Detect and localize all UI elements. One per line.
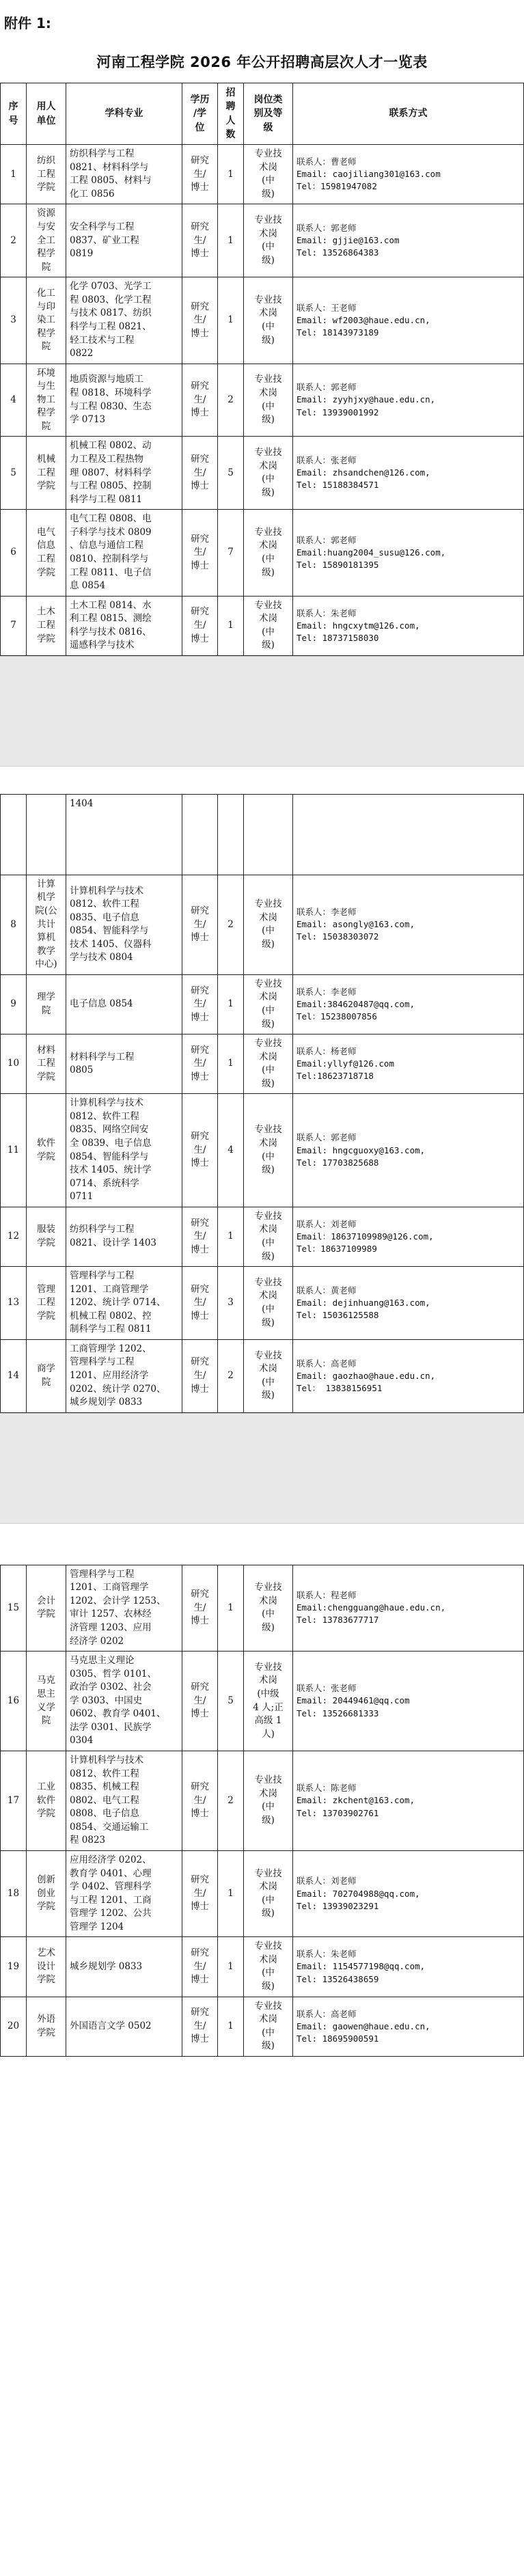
contact-person: 联系人：朱老师 (297, 607, 357, 618)
contact-person: 联系人：高老师 (297, 1358, 357, 1369)
major-fields: 管理科学与工程 1201、工商管理学 1202、会计学 1253、 审计 1257、农林经 济管理 1203、应用 经济学 0202 (66, 1565, 182, 1651)
contact-person: 联系人：曹老师 (297, 156, 357, 167)
position-level: 专业技 术岗 (中 级) (244, 1267, 293, 1340)
contact-phone: Tel: 13939001992 (297, 407, 379, 417)
degree-requirement: 研究 生/ 博士 (182, 1565, 218, 1651)
table-row (1, 1094, 524, 1207)
major-fields: 应用经济学 0202、 教育学 0401、心理 学 0402、管理科学 与工程 1201、工商 管理学 1202、公共 管理学 1204 (66, 1850, 182, 1936)
position-level: 专业技 术岗 (中 级) (244, 364, 293, 437)
contact-phone: Tel: 17703825688 (297, 1157, 379, 1168)
hiring-count: 1 (218, 204, 244, 277)
row-number: 4 (1, 364, 27, 437)
table-row (1, 596, 524, 655)
positions-table-page-2 (0, 794, 524, 1413)
hiring-count: 2 (218, 875, 244, 974)
contact-person: 联系人：张老师 (297, 1683, 357, 1694)
hiring-count: 1 (218, 1207, 244, 1266)
hiring-count: 2 (218, 1751, 244, 1851)
position-level: 专业技 术岗 (中 级) (244, 1997, 293, 2056)
major-fields: 外国语言文学 0502 (66, 1997, 182, 2056)
contact-email: Email: gjjie@163.com (297, 235, 400, 246)
hiring-count: 7 (218, 510, 244, 596)
row-number: 8 (1, 875, 27, 974)
hiring-count: 3 (218, 1267, 244, 1340)
position-level: 专业技 术岗 (中 级) (244, 1937, 293, 1997)
employer-unit: 马克 思主 义学 院 (27, 1652, 66, 1751)
contact-person: 联系人：陈老师 (297, 1783, 357, 1794)
table-row (1, 364, 524, 437)
contact-person: 联系人：郭老师 (297, 534, 357, 545)
employer-unit: 商学 院 (27, 1339, 66, 1412)
document-title: 河南工程学院 2026 年公开招聘高层次人才一览表 (96, 54, 428, 70)
page-gap (0, 1413, 524, 1524)
contact-phone: Tel：15981947082 (297, 181, 377, 192)
contact-person: 联系人：张老师 (297, 455, 357, 466)
employer-unit: 外语 学院 (27, 1997, 66, 2056)
major-fields: 安全科学与工程 0837、矿业工程 0819 (66, 204, 182, 277)
table-row (1, 974, 524, 1034)
contact-phone: Tel: 15038303072 (297, 931, 379, 942)
table-row (1, 1267, 524, 1340)
contact-email: Email: hngcguoxy@163.com, (297, 1145, 426, 1155)
employer-unit: 计算 机学 院(公 共计 算机 教学 中心) (27, 875, 66, 974)
major-fields: 电气工程 0808、电 子科学与技术 0809 、信息与通信工程 0810、控制科学与 工程 0811、电子信 息 0854 (66, 510, 182, 596)
hiring-count: 1 (218, 145, 244, 204)
contact-phone: Tel: 15188384571 (297, 480, 379, 491)
contact-info (293, 1034, 524, 1094)
position-level: 专业技 术岗 (中 级) (244, 1339, 293, 1412)
major-fields: 纺织科学与工程 0821、设计学 1403 (66, 1207, 182, 1266)
employer-unit: 纺织 工程 学院 (27, 145, 66, 204)
degree-requirement: 研究 生/ 博士 (182, 437, 218, 510)
employer-unit: 电气 信息 工程 学院 (27, 510, 66, 596)
contact-info (293, 596, 524, 655)
contact-email: Email:384620487@qq.com, (297, 998, 415, 1009)
contact-person: 联系人：刘老师 (297, 1876, 357, 1887)
contact-info (293, 1207, 524, 1266)
row-number: 1 (1, 145, 27, 204)
employer-unit: 工业 软件 学院 (27, 1751, 66, 1851)
contact-info (293, 875, 524, 974)
table-header-row (1, 83, 524, 145)
degree-requirement: 研究 生/ 博士 (182, 1267, 218, 1340)
row-number: 15 (1, 1565, 27, 1651)
employer-unit: 环境 与生 物工 程学 院 (27, 364, 66, 437)
employer-unit: 会计 学院 (27, 1565, 66, 1651)
row-number: 19 (1, 1937, 27, 1997)
hiring-count: 2 (218, 364, 244, 437)
contact-phone: Tel: 15890181395 (297, 560, 379, 570)
table-row (1, 1997, 524, 2056)
hiring-count: 1 (218, 596, 244, 655)
contact-phone: Tel: 18143973189 (297, 327, 379, 338)
contact-email: Email: gaozhao@haue.edu.cn, (297, 1370, 436, 1381)
contact-phone: Tel: 13939023291 (297, 1900, 379, 1911)
employer-unit: 管理 工程 学院 (27, 1267, 66, 1340)
hiring-count: 5 (218, 1652, 244, 1751)
contact-email: Email: dejinhuang@163.com, (297, 1297, 430, 1308)
degree-requirement: 研究 生/ 博士 (182, 1850, 218, 1936)
contact-person: 联系人：朱老师 (297, 1949, 357, 1960)
position-level: 专业技 术岗 (中级 4 人;正 高级 1 人) (244, 1652, 293, 1751)
degree-requirement: 研究 生/ 博士 (182, 277, 218, 364)
table-row (1, 437, 524, 510)
page-gap (0, 656, 524, 767)
contact-person: 联系人：黄老师 (297, 1285, 357, 1296)
major-fields: 计算机科学与技术 0812、软件工程 0835、电子信息 0854、智能科学与 技术 1405、仪器科 学与技术 0804 (66, 875, 182, 974)
position-level: 专业技 术岗 (中 级) (244, 974, 293, 1034)
contact-email: Email: 20449461@qq.com (297, 1695, 410, 1706)
row-number: 5 (1, 437, 27, 510)
contact-person: 联系人：郭老师 (297, 1132, 357, 1143)
contact-phone: Tel: 18737158030 (297, 632, 379, 643)
major-fields: 材料科学与工程 0805 (66, 1034, 182, 1094)
table-row (1, 1937, 524, 1997)
position-level: 专业技 术岗 (中 级) (244, 1094, 293, 1207)
contact-info (293, 277, 524, 364)
degree-requirement: 研究 生/ 博士 (182, 596, 218, 655)
contact-info (293, 364, 524, 437)
header-no: 序 号 (1, 83, 27, 145)
contact-email: Email: gaowen@haue.edu.cn, (297, 2020, 430, 2031)
contact-info (293, 1652, 524, 1751)
hiring-count: 1 (218, 277, 244, 364)
contact-phone: Tel: 13526864383 (297, 247, 379, 258)
position-level: 专业技 术岗 (中 级) (244, 1565, 293, 1651)
table-row (1, 1565, 524, 1651)
contact-phone: Tel:18623718718 (297, 1071, 374, 1082)
degree-requirement: 研究 生/ 博士 (182, 1751, 218, 1851)
table-row (1, 1850, 524, 1936)
positions-table-page-1 (0, 83, 524, 656)
hiring-count: 4 (218, 1094, 244, 1207)
annex-label: 附件 1: (4, 15, 51, 31)
contact-email: Email: zhsandchen@126.com, (297, 467, 430, 478)
degree-requirement: 研究 生/ 博士 (182, 1339, 218, 1412)
contact-email: Email:chengguang@haue.edu.cn, (297, 1602, 446, 1613)
row-number: 17 (1, 1751, 27, 1851)
contact-email: Email: 702704988@qq.com, (297, 1888, 420, 1899)
header-level: 岗位类 别及等 级 (244, 83, 293, 145)
table-row (1, 1207, 524, 1266)
contact-person: 联系人：杨老师 (297, 1046, 357, 1056)
degree-requirement: 研究 生/ 博士 (182, 364, 218, 437)
row-number: 9 (1, 974, 27, 1034)
row-number: 16 (1, 1652, 27, 1751)
major-fields: 地质资源与地质工 程 0818、环境科学 与工程 0830、生态 学 0713 (66, 364, 182, 437)
major-fields: 化学 0703、光学工 程 0803、化学工程 与技术 0817、纺织 科学与工程 0821、 轻工技术与工程 0822 (66, 277, 182, 364)
positions-table-page-3 (0, 1565, 524, 2057)
contact-person: 联系人：郭老师 (297, 223, 357, 234)
major-fields: 城乡规划学 0833 (66, 1937, 182, 1997)
contact-info (293, 204, 524, 277)
degree-requirement: 研究 生/ 博士 (182, 145, 218, 204)
position-level: 专业技 术岗 (中 级) (244, 1207, 293, 1266)
contact-email: Email: asongly@163.com, (297, 919, 415, 930)
employer-unit: 资源 与安 全工 程学 院 (27, 204, 66, 277)
position-level: 专业技 术岗 (中 级) (244, 1751, 293, 1851)
degree-requirement: 研究 生/ 博士 (182, 1207, 218, 1266)
table-row (1, 145, 524, 204)
position-level: 专业技 术岗 (中 级) (244, 1850, 293, 1936)
header-unit: 用人 单位 (27, 83, 66, 145)
major-fields: 土木工程 0814、水 利工程 0815、测绘 科学与技术 0816、 遥感科学与技术 (66, 596, 182, 655)
row-number: 6 (1, 510, 27, 596)
header-degree: 学历 /学 位 (182, 83, 218, 145)
contact-email: Email: 1154577198@qq.com, (297, 1961, 426, 1972)
hiring-count: 1 (218, 1997, 244, 2056)
position-level: 专业技 术岗 (中 级) (244, 510, 293, 596)
major-fields: 马克思主义理论 0305、哲学 0101、 政治学 0302、社会 学 0303、中国史 0602、教育学 0401、 法学 0301、民族学 0304 (66, 1652, 182, 1751)
contact-info (293, 1937, 524, 1997)
row-number: 2 (1, 204, 27, 277)
contact-person: 联系人：李老师 (297, 907, 357, 918)
page-3 (0, 1524, 524, 2064)
position-level: 专业技 术岗 (中 级) (244, 1034, 293, 1094)
position-level: 专业技 术岗 (中 级) (244, 145, 293, 204)
contact-phone: Tel: 13783677717 (297, 1615, 379, 1626)
position-level: 专业技 术岗 (中 级) (244, 596, 293, 655)
degree-requirement: 研究 生/ 博士 (182, 1997, 218, 2056)
contact-info (293, 145, 524, 204)
degree-requirement: 研究 生/ 博士 (182, 875, 218, 974)
table-row (1, 1339, 524, 1412)
major-fields: 电子信息 0854 (66, 974, 182, 1034)
major-fields: 计算机科学与技术 0812、软件工程 0835、机械工程 0802、电气工程 0808、电子信息 0854、交通运输工 程 0823 (66, 1751, 182, 1851)
header-count: 招 聘 人 数 (218, 83, 244, 145)
contact-email: Email:yllyf@126.com (297, 1058, 394, 1069)
contact-email: Email:huang2004_susu@126.com, (297, 547, 446, 558)
table-row (1, 875, 524, 974)
hiring-count: 1 (218, 1034, 244, 1094)
hiring-count: 5 (218, 437, 244, 510)
contact-email: Email: wf2003@haue.edu.cn, (297, 314, 430, 325)
contact-phone: Tel: 18695900591 (297, 2033, 379, 2044)
contact-info (293, 1565, 524, 1651)
degree-requirement: 研究 生/ 博士 (182, 1652, 218, 1751)
table-row (1, 277, 524, 364)
major-fields: 纺织科学与工程 0821、材料科学与 工程 0805、材料与 化工 0856 (66, 145, 182, 204)
contact-info (293, 1339, 524, 1412)
contact-email: Email: hngcxytm@126.com, (297, 620, 420, 631)
hiring-count: 2 (218, 1339, 244, 1412)
contact-person: 联系人：李老师 (297, 986, 357, 997)
contact-info (293, 1850, 524, 1936)
contact-phone: Tel: 13703902761 (297, 1807, 379, 1818)
contact-person: 联系人：刘老师 (297, 1218, 357, 1229)
employer-unit: 服装 学院 (27, 1207, 66, 1266)
contact-email: Email: zyyhjxy@haue.edu.cn, (297, 394, 436, 405)
contact-phone: Tel： 13838156951 (297, 1382, 383, 1393)
degree-requirement: 研究 生/ 博士 (182, 974, 218, 1034)
header-contact: 联系方式 (293, 83, 524, 145)
contact-phone: Tel: 15036125588 (297, 1310, 379, 1321)
employer-unit: 土木 工程 学院 (27, 596, 66, 655)
employer-unit: 艺术 设计 学院 (27, 1937, 66, 1997)
header-major: 学科专业 (66, 83, 182, 145)
table-row (1, 204, 524, 277)
contact-phone: Tel：15238007856 (297, 1011, 377, 1022)
hiring-count: 1 (218, 1565, 244, 1651)
major-fields: 机械工程 0802、动 力工程及工程热物 理 0807、材料科学 与工程 0805、控制 科学与工程 0811 (66, 437, 182, 510)
hiring-count: 1 (218, 1937, 244, 1997)
major-fields: 计算机科学与技术 0812、软件工程 0835、网络空间安 全 0839、电子信息 0854、智能科学与 技术 1405、统计学 0714、系统科学 0711 (66, 1094, 182, 1207)
contact-person: 联系人：王老师 (297, 302, 357, 313)
row-number: 3 (1, 277, 27, 364)
contact-phone: Tel：18637109989 (297, 1244, 377, 1254)
contact-email: Email: zkchent@163.com, (297, 1795, 415, 1806)
employer-unit: 理学 院 (27, 974, 66, 1034)
contact-person: 联系人：高老师 (297, 2008, 357, 2019)
employer-unit: 机械 工程 学院 (27, 437, 66, 510)
employer-unit: 化工 与印 染工 程学 院 (27, 277, 66, 364)
contact-person: 联系人：郭老师 (297, 382, 357, 393)
row-number: 18 (1, 1850, 27, 1936)
row-number: 11 (1, 1094, 27, 1207)
continuation-row (1, 794, 524, 875)
row-number: 7 (1, 596, 27, 655)
major-fields: 管理科学与工程 1201、工商管理学 1202、统计学 0714、 机械工程 0802、控 制科学与工程 0811 (66, 1267, 182, 1340)
table-row (1, 510, 524, 596)
row-number: 12 (1, 1207, 27, 1266)
hiring-count: 1 (218, 974, 244, 1034)
contact-info (293, 1997, 524, 2056)
row-number: 20 (1, 1997, 27, 2056)
degree-requirement: 研究 生/ 博士 (182, 510, 218, 596)
position-level: 专业技 术岗 (中 级) (244, 277, 293, 364)
row-number: 10 (1, 1034, 27, 1094)
hiring-count: 1 (218, 1850, 244, 1936)
contact-info (293, 510, 524, 596)
page-2 (0, 767, 524, 1413)
degree-requirement: 研究 生/ 博士 (182, 1094, 218, 1207)
contact-person: 联系人：程老师 (297, 1590, 357, 1601)
degree-requirement: 研究 生/ 博士 (182, 1034, 218, 1094)
employer-unit: 材料 工程 学院 (27, 1034, 66, 1094)
table-row (1, 1652, 524, 1751)
contact-email: Email: caojiliang301@163.com (297, 169, 441, 180)
position-level: 专业技 术岗 (中 级) (244, 437, 293, 510)
contact-phone: Tel: 13526438659 (297, 1973, 379, 1984)
table-row (1, 1034, 524, 1094)
contact-info (293, 437, 524, 510)
position-level: 专业技 术岗 (中 级) (244, 875, 293, 974)
row-number: 14 (1, 1339, 27, 1412)
row-number: 13 (1, 1267, 27, 1340)
degree-requirement: 研究 生/ 博士 (182, 204, 218, 277)
page-1 (0, 0, 524, 656)
table-row (1, 1751, 524, 1851)
employer-unit: 软件 学院 (27, 1094, 66, 1207)
contact-info (293, 1094, 524, 1207)
contact-phone: Tel: 13526681333 (297, 1708, 379, 1718)
contact-info (293, 1267, 524, 1340)
major-fields: 工商管理学 1202、 管理科学与工程 1201、应用经济学 0202、统计学 0270、 城乡规划学 0833 (66, 1339, 182, 1412)
contact-info (293, 974, 524, 1034)
degree-requirement: 研究 生/ 博士 (182, 1937, 218, 1997)
continuation-major: 1404 (66, 794, 182, 875)
contact-info (293, 1751, 524, 1851)
position-level: 专业技 术岗 (中 级) (244, 204, 293, 277)
employer-unit: 创新 创业 学院 (27, 1850, 66, 1936)
contact-email: Email：18637109989@126.com, (297, 1231, 434, 1242)
